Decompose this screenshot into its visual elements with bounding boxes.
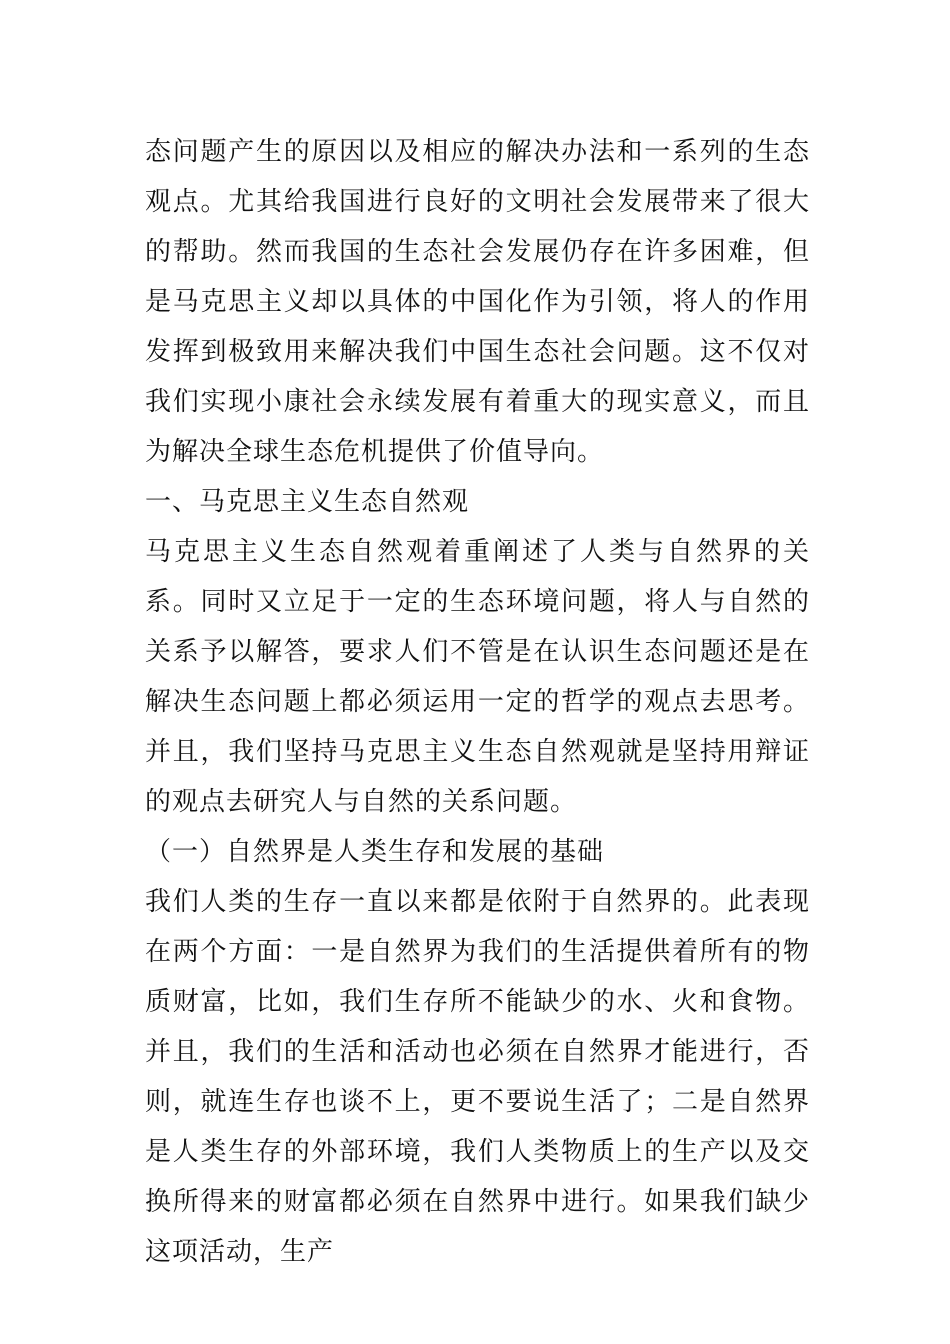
document-body xyxy=(145,127,810,1277)
body-paragraph: 态问题产生的原因以及相应的解决办法和一系列的生态观点。尤其给我国进行良好的文明社会发展带来了很大的帮助。然而我国的生态社会发展仍存在许多困难，但是马克思主义却以具体的中国化作为引领，将人的作用发挥到极致用来解决我们中国生态社会问题。这不仅对我们实现小康社会永续发展有着重大的现实意义，而且为解决全球生态危机提供了价值导向。 xyxy=(145,137,810,467)
section-heading: 一、马克思主义生态自然观 xyxy=(145,487,470,517)
body-paragraph: 马克思主义生态自然观着重阐述了人类与自然界的关系。同时又立足于一定的生态环境问题，将人与自然的关系予以解答，要求人们不管是在认识生态问题还是在解决生态问题上都必须运用一定的哲学的观点去思考。并且，我们坚持马克思主义生态自然观就是坚持用辩证的观点去研究人与自然的关系问题。 xyxy=(145,537,810,817)
subsection-heading: （一）自然界是人类生存和发展的基础 xyxy=(145,837,605,867)
body-paragraph: 我们人类的生存一直以来都是依附于自然界的。此表现在两个方面：一是自然界为我们的生活提供着所有的物质财富，比如，我们生存所不能缺少的水、火和食物。并且，我们的生活和活动也必须在自然界才能进行，否则，就连生存也谈不上，更不要说生活了；二是自然界是人类生存的外部环境，我们人类物质上的生产以及交换所得来的财富都必须在自然界中进行。如果我们缺少这项活动，生产 xyxy=(145,887,810,1267)
